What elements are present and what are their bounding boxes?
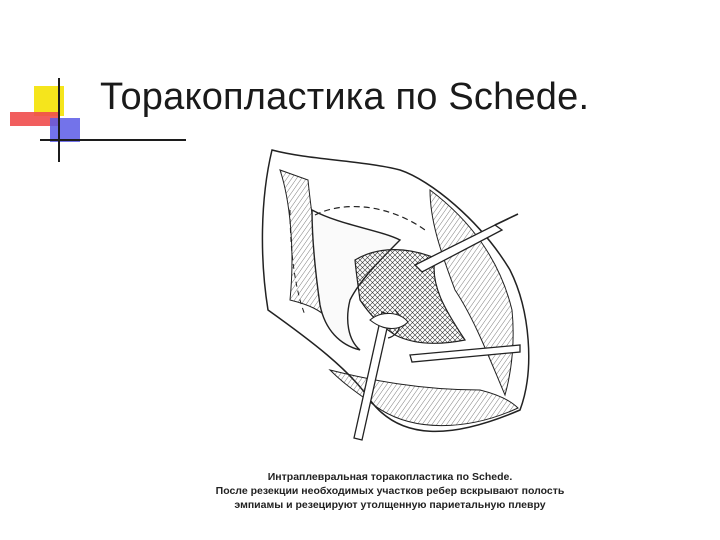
figure-caption [190,470,590,512]
surgical-drawing-icon [250,140,550,460]
ornament-blue-block [50,118,80,142]
caption-line-1: Интраплевральная торакопластика по Schede. [267,471,513,483]
caption-line-3: эмпиамы и резецируют утолщенную париетальную плевру [234,499,546,511]
caption-line-2: После резекции необходимых участков ребер вскрывают полость [215,485,565,497]
slide-title: Торакопластика по Schede. [100,76,590,118]
